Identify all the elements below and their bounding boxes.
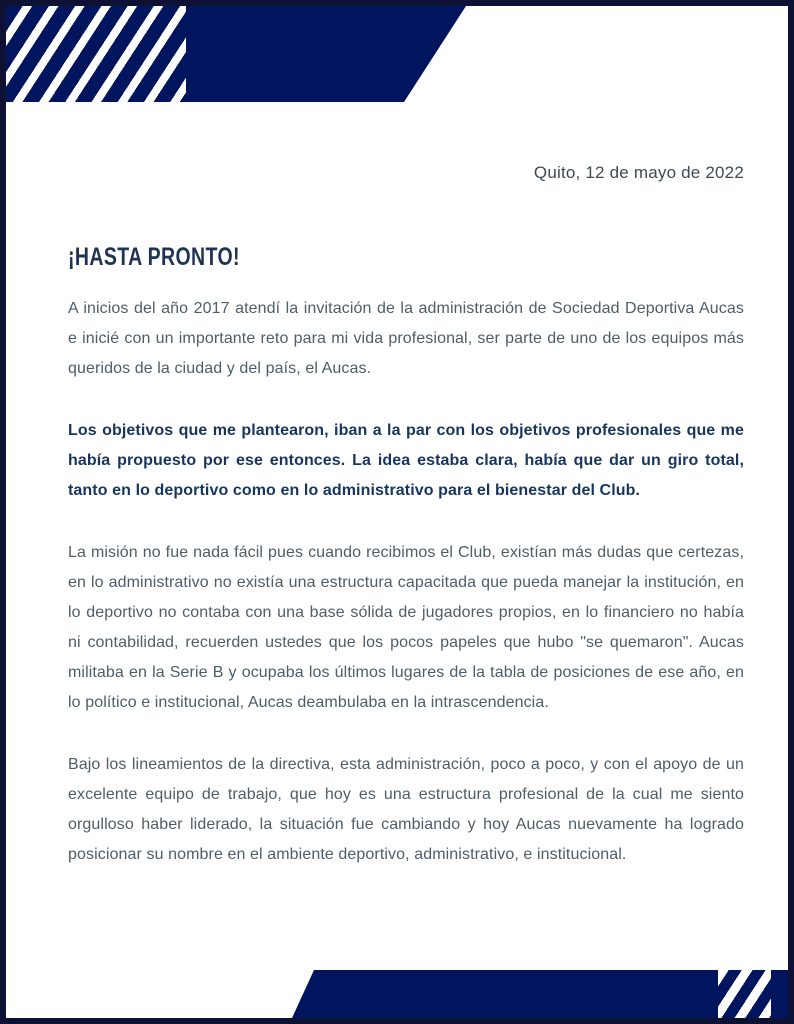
letter-paragraph: Bajo los lineamientos de la directiva, esta administración, poco a poco, y con el apoyo de un excelente equipo de trabajo, que hoy es una estructura profesional de la cual me siento orgulloso haber liderado, la situación fue cambiando y hoy Aucas nuevamente ha logrado posicionar su nombre en el ambiente deportivo, administrativo, e institucional.: [68, 756, 744, 863]
letter-paragraph: A inicios del año 2017 atendí la invitación de la administración de Sociedad Deportiva Aucas e inicié con un importante reto para mi vida profesional, ser parte de uno de los equipos más queridos de la ciudad y del país, el Aucas.: [68, 300, 744, 377]
letter-content: [6, 6, 788, 1018]
date-line: Quito, 12 de mayo de 2022: [533, 163, 744, 182]
letter-paragraph-bold: Los objetivos que me plantearon, iban a la par con los objetivos profesionales que me había propuesto por ese entonces. La idea estaba clara, había que dar un giro total, tanto en lo deportivo como en lo administrativo para el bienestar del Club.: [68, 422, 744, 499]
letter-title: [68, 242, 744, 272]
letter-paragraph: La misión no fue nada fácil pues cuando recibimos el Club, existían más dudas que certezas, en lo administrativo no existía una estructura capacitada que pueda manejar la institución, en lo deportivo no contaba con una base sólida de jugadores propios, en lo financiero no había ni contabilidad, recuerden ustedes que los pocos papeles que hubo "se quemaron". Aucas militaba en la Serie B y ocupaba los últimos lugares de la tabla de posiciones de ese año, en lo político e institucional, Aucas deambulaba en la intrascendencia.: [68, 544, 744, 711]
letter-title-text: ¡HASTA PRONTO!: [68, 243, 240, 271]
